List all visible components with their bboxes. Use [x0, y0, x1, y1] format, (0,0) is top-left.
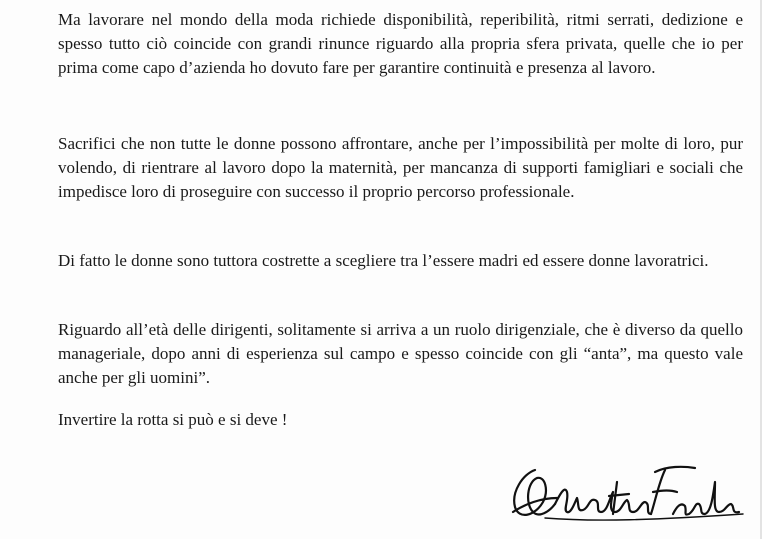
paragraph-3: Di fatto le donne sono tuttora costrette a scegliere tra l’essere madri ed essere donne lavoratrici.: [58, 251, 709, 270]
paragraph-4: Riguardo all’età delle dirigenti, solitamente si arriva a un ruolo dirigenziale, che è diverso da quello manageriale, dopo anni di esperienza sul campo e spesso coincide con gli “anta”, ma questo vale anche per gli uomini”.: [58, 320, 743, 387]
paragraph-1: Ma lavorare nel mondo della moda richiede disponibilità, reperibilità, ritmi serrati, dedizione e spesso tutto ciò coincide con grandi rinunce riguardo alla propria sfera privata, quelle che io per prima come capo d’azienda ho dovuto fare per garantire continuità e presenza al lavoro.: [58, 10, 743, 77]
paragraph-5: Invertire la rotta si può e si deve !: [58, 410, 288, 429]
signature-image: [505, 452, 745, 532]
paragraph-2: Sacrifici che non tutte le donne possono affrontare, anche per l’impossibilità per molte di loro, pur volendo, di rientrare al lavoro dopo la maternità, per mancanza di supporti famigliari e sociali che impedisce loro di proseguire con successo il proprio percorso professionale.: [58, 134, 743, 201]
